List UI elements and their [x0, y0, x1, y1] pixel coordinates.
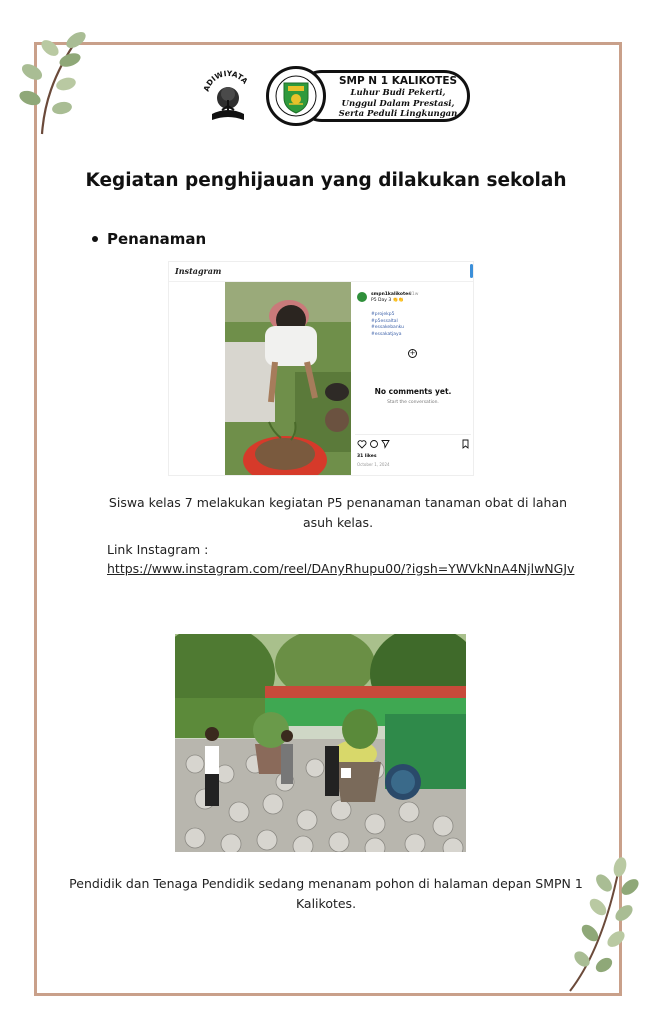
instagram-wordmark: Instagram: [175, 266, 222, 276]
post-action-bar: [357, 438, 471, 450]
no-comments-text: No comments yet.: [374, 387, 452, 396]
teachers-planting-photo: [175, 634, 466, 852]
school-motto-line-2: Unggul Dalam Prestasi,: [341, 98, 455, 109]
user-avatar[interactable]: [357, 292, 367, 302]
school-badge: [266, 66, 470, 126]
instagram-caption: Siswa kelas 7 melakukan kegiatan P5 penanaman tanaman obat di lahan asuh kelas.: [108, 495, 568, 530]
post-date: October 1, 2024: [357, 462, 390, 467]
school-motto-line-1: Luhur Budi Pekerti,: [350, 88, 446, 98]
students-planting-photo: [225, 282, 351, 476]
bookmark-icon[interactable]: [463, 440, 468, 448]
bullet-label: Penanaman: [107, 230, 207, 248]
link-label: Link Instagram :: [107, 542, 209, 557]
post-username[interactable]: smpn1kalikotes: [371, 292, 411, 297]
bullet-dot-icon: [92, 236, 98, 242]
post-hashtags: [371, 312, 404, 338]
scrollbar: [470, 264, 473, 278]
leaf-branch-decoration-top-left: [8, 26, 90, 138]
likes-count: 31 likes: [357, 454, 377, 459]
school-name: SMP N 1 KALIKOTES: [338, 75, 458, 87]
instagram-post-panel: [351, 282, 474, 476]
page-title: Kegiatan penghijauan yang dilakukan sekolah: [85, 170, 567, 191]
hashtag[interactable]: #projekp5: [371, 312, 395, 317]
bullet-item: [92, 230, 206, 248]
adiwiyata-logo: [200, 66, 256, 126]
school-emblem: [266, 66, 326, 126]
post-age: 31w: [409, 292, 419, 297]
heart-icon[interactable]: [358, 441, 366, 448]
post-caption: P5 Day 3 👏👏: [371, 298, 404, 303]
instagram-header: [169, 262, 473, 282]
hashtag[interactable]: #essakatjaya: [371, 331, 402, 337]
divider: [355, 434, 471, 435]
school-shield-icon: [274, 74, 318, 118]
hashtag[interactable]: #p5essaltal: [371, 318, 398, 324]
add-icon[interactable]: +: [409, 349, 416, 357]
share-icon[interactable]: [382, 441, 389, 448]
photo-caption: Pendidik dan Tenaga Pendidik sedang menanam pohon di halaman depan SMPN 1 Kalikotes.: [69, 876, 583, 911]
start-conversation-text: Start the conversation.: [387, 400, 439, 405]
comment-icon[interactable]: [371, 441, 378, 448]
school-motto-line-3: Serta Peduli Lingkungan: [338, 109, 458, 119]
instagram-screenshot: [168, 261, 474, 476]
svg-text:ADIWIYATA: ADIWIYATA: [201, 68, 250, 93]
instagram-link[interactable]: https://www.instagram.com/reel/DAnyRhupu00/?igsh=YWVkNnA4NjlwNGJv: [107, 561, 575, 576]
hashtag[interactable]: #essakebanku: [371, 325, 404, 330]
